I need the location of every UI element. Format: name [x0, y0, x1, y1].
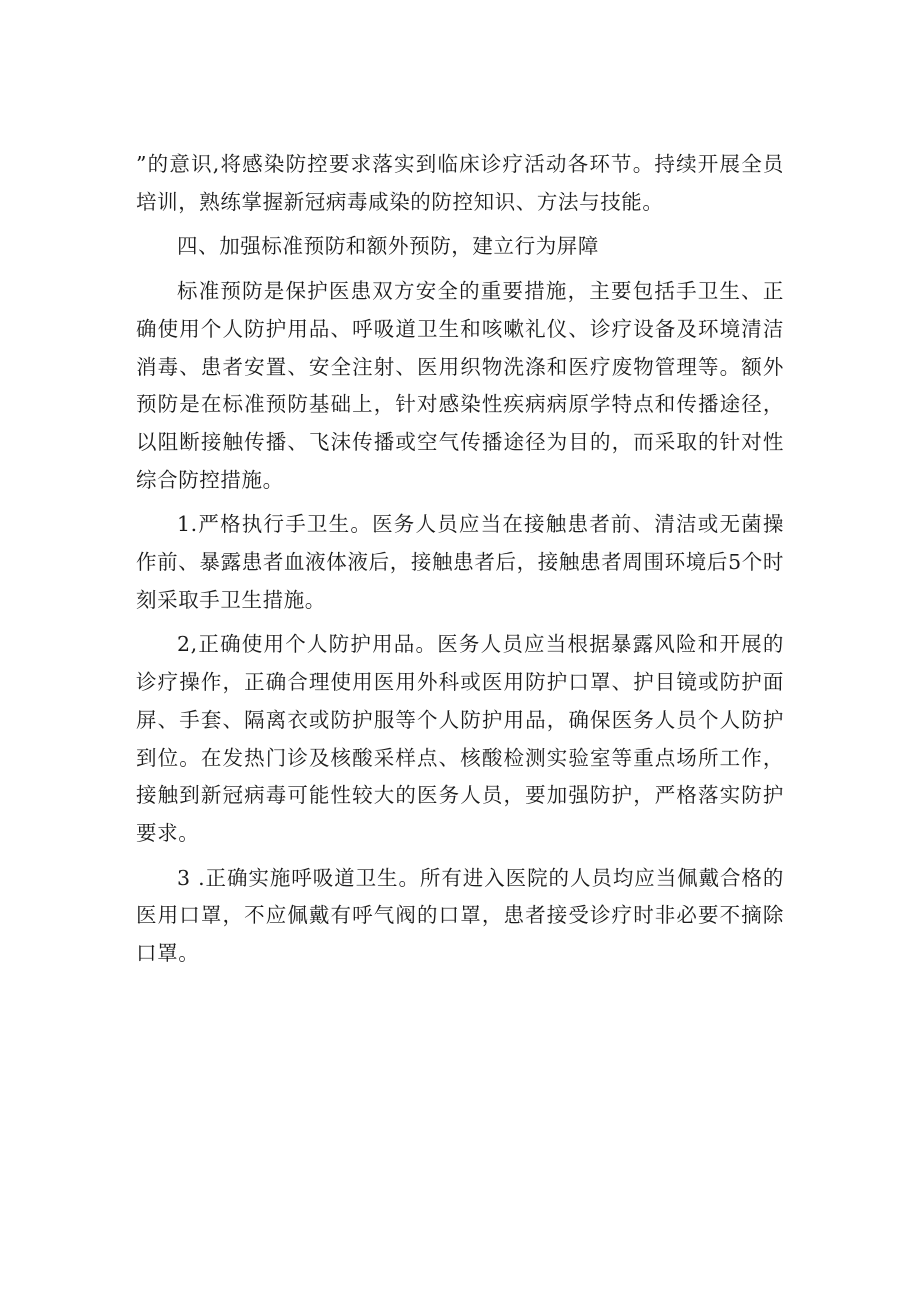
paragraph-standard-prevention: 标准预防是保护医患双方安全的重要措施，主要包括手卫生、正确使用个人防护用品、呼吸道卫生和咳嗽礼仪、诊疗设备及环境清洁消毒、患者安置、安全注射、医用织物洗涤和医疗废物管理等。额外预防是在标准预防基础上，针对感染性疾病病原学特点和传播途径，以阻断接触传播、飞沫传播或空气传播途径为目的，而采取的针对性综合防控措施。 [136, 279, 784, 492]
paragraph-protective-equipment: 2,正确使用个人防护用品。医务人员应当根据暴露风险和开展的诊疗操作，正确合理使用医用外科或医用防护口罩、护目镜或防护面屏、手套、隔离衣或防护服等个人防护用品，确保医务人员个人防护到位。在发热门诊及核酸采样点、核酸检测实验室等重点场所工作，接触到新冠病毒可能性较大的医务人员，要加强防护，严格落实防护要求。 [136, 632, 784, 845]
document-page [136, 146, 784, 980]
paragraph-respiratory-hygiene: 3 .正确实施呼吸道卫生。所有进入医院的人员均应当佩戴合格的医用口罩，不应佩戴有呼气阀的口罩，患者接受诊疗时非必要不摘除口罩。 [136, 865, 784, 966]
paragraph-training-continuation: ”的意识,将感染防控要求落实到临床诊疗活动各环节。持续开展全员培训，熟练掌握新冠病毒咸染的防控知识、方法与技能。 [136, 152, 784, 214]
paragraph-hand-hygiene: 1.严格执行手卫生。医务人员应当在接触患者前、清洁或无菌操作前、暴露患者血液体液后，接触患者后，接触患者周围环境后5个时刻采取手卫生措施。 [136, 512, 784, 612]
section-heading-standard-prevention: 四、加强标准预防和额外预防，建立行为屏障 [177, 234, 599, 259]
